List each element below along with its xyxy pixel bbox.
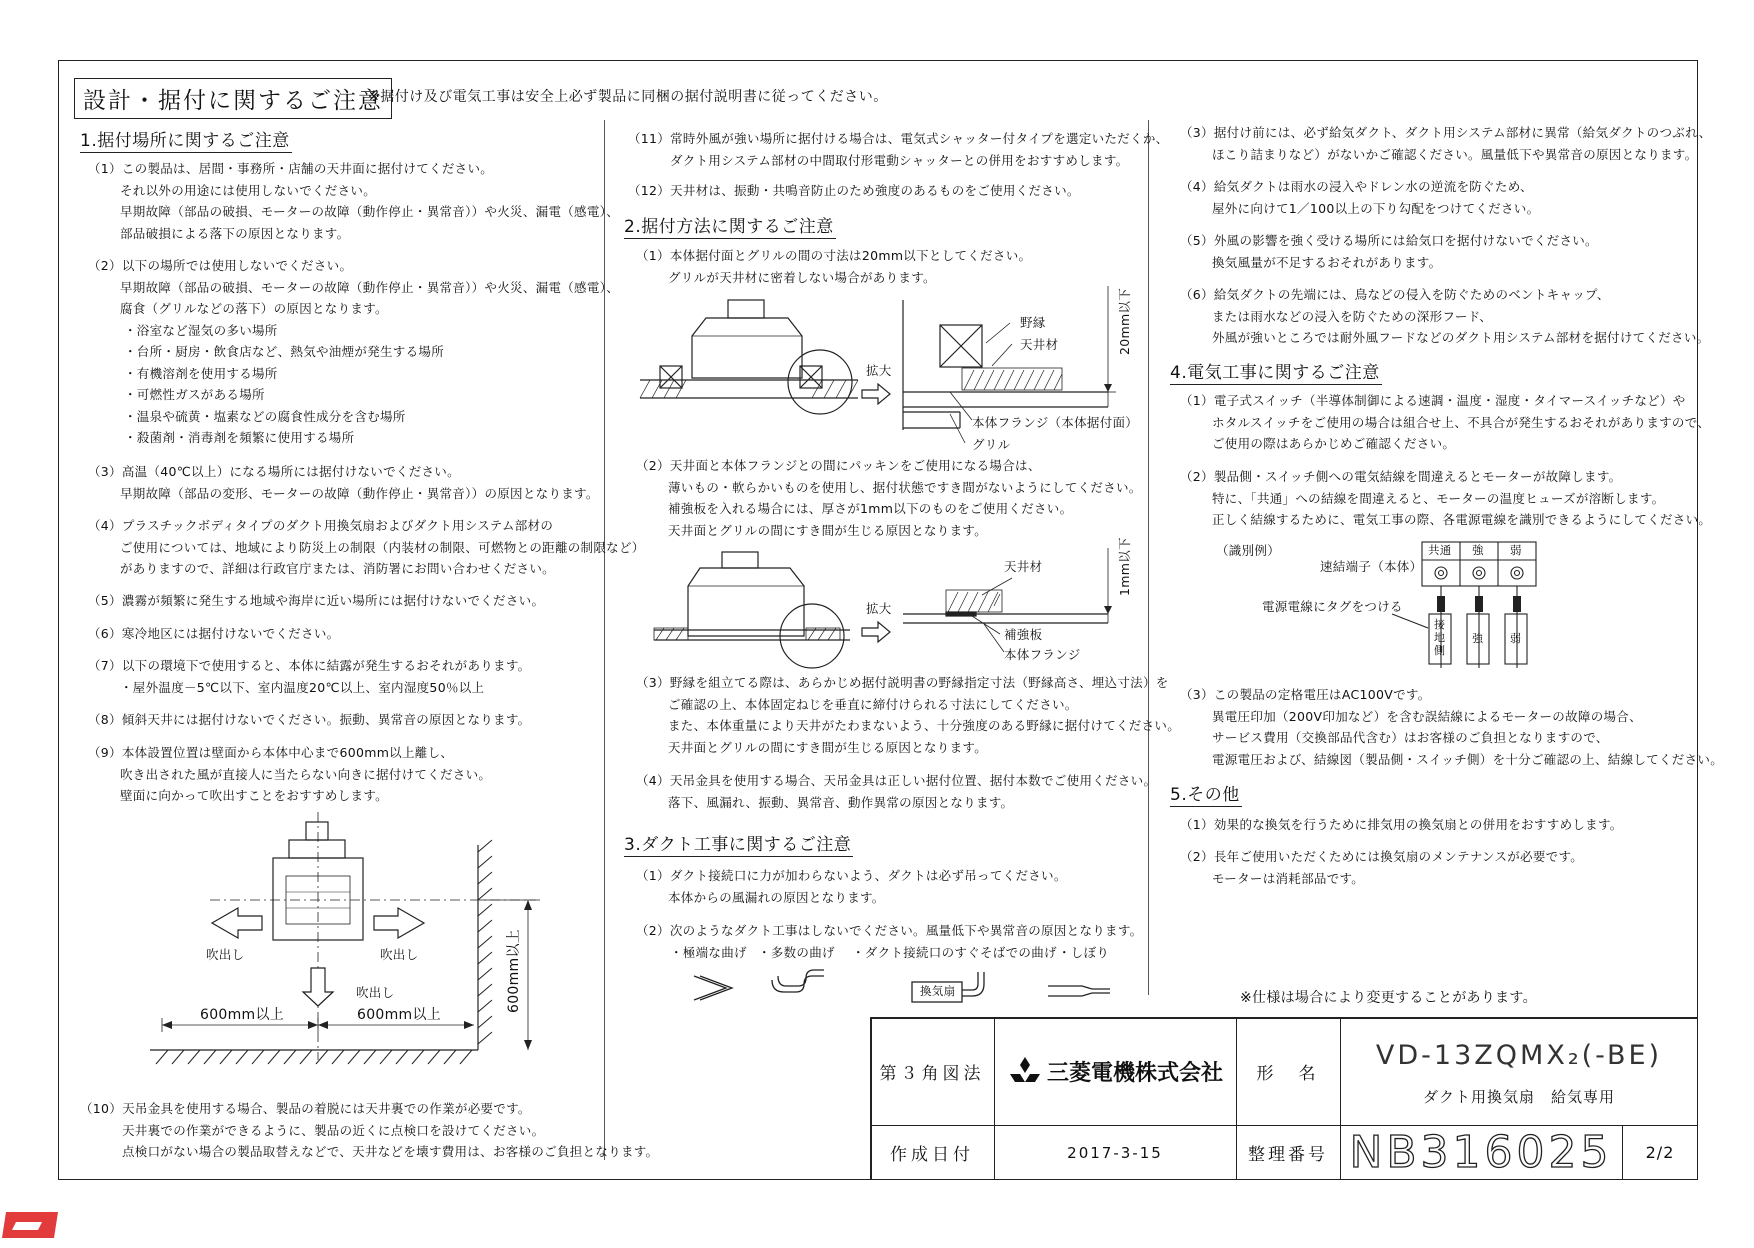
company-name: 三菱電機株式会社 [1046,1060,1223,1086]
enlarge-label: 拡大 [866,363,892,378]
nobuchi-label: 野縁 [1020,315,1046,330]
item-5-1: （1）効果的な換気を行うために排気用の換気扇との併用をおすすめします。 [1180,817,1623,832]
item-2-3: （3）野縁を組立てる際は、あらかじめ据付説明書の野縁指定寸法（野縁高さ、埋込寸法）を ご確認の上、本体固定ねじを垂直に締付けられる寸法にしてください。 また、本体重量により天井がたわまないよう、十分強度のある野縁に据付けてください。 天井面とグリルの間にすき間が生じる原因となります。 [636,675,1181,755]
document-number: NB316025 [1349,1127,1613,1178]
ceiling-label: 天井材 [1004,559,1043,574]
item-1-11: （11）常時外風が強い場所に据付ける場合は、電気式シャッター付タイプを選定いただくか、 ダクト用システム部材の中間取付形電動シャッターとの併用をおすすめします。 [628,131,1169,168]
item-1-6: （6）寒冷地区には据付けないでください。 [88,626,340,641]
terminal-common: 共通 [1428,543,1452,557]
page-title: 設計・据付に関するご注意 [74,78,392,119]
item-2-2: （2）天井面と本体フランジとの間にパッキンをご使用になる場合は、 薄いもの・軟らかいものを使用し、据付状態ですき間がないようにしてください。 補強板を入れる場合には、厚さが1mm以下のものをご使用ください。 天井面とグリルの間にすき間が生じる原因となります。 [636,458,1142,538]
wire-tag-weak: 弱 [1510,632,1522,645]
tag-label: 電源電線にタグをつける [1262,599,1403,614]
item-4-1: （1）電子式スイッチ（半導体制御による速調・温度・湿度・タイマースイッチなど）や ホタルスイッチをご使用の場合は組合せ上、不具合が発生するおそれがありますので、 ご使用の際はあらかじめご確認ください。 [1180,393,1711,451]
dimension-label: 20mm以下 [1117,287,1132,355]
duct-example-label: ・しぼり [1058,945,1110,960]
company-cell [994,1017,1236,1125]
item-1-5: （5）濃霧が頻繁に発生する地域や海岸に近い場所には据付けないでください。 [88,593,545,608]
mitsubishi-logo-icon [1007,1055,1043,1087]
item-3-4: （4）給気ダクトは雨水の浸入やドレン水の逆流を防ぐため、 屋外に向けて1／100以上の下り勾配をつけてください。 [1180,179,1540,216]
flange-label: 本体フランジ [1004,647,1081,662]
wiring-example-label: （識別例） [1216,543,1281,558]
spec-change-note: ※仕様は場合により変更することがあります。 [1240,990,1537,1006]
flange-label: 本体フランジ（本体据付面） [972,415,1139,430]
dimension-label: 600mm以上 [506,928,522,1013]
item-1-4: （4）プラスチックボディタイプのダクト用換気扇およびダクト用システム部材の ご使用については、地域により防災上の制限（内装材の制限、可燃物との距離の制限など） がありますので、詳細は行政官庁または、消防署にお問い合わせください。 [88,518,645,576]
terminal-weak: 弱 [1510,543,1522,557]
grille-label: グリル [972,437,1011,452]
section-3-title: 3.ダクト工事に関するご注意 [624,830,853,857]
item-3-5: （5）外風の影響を強く受ける場所には給気口を据付けないでください。 換気風量が不足するおそれがあります。 [1180,233,1598,270]
projection-method: 第３角図法 [879,1063,985,1084]
date-label: 作成日付 [890,1145,974,1165]
duct-example-label: ・ダクト接続口のすぐそばでの曲げ [852,945,1057,960]
number-label: 整理番号 [1248,1145,1328,1165]
fan-unit-label: 換気扇 [920,984,956,998]
model-number: VD-13ZQMX₂(-BE) [1375,1039,1663,1071]
item-4-3: （3）この製品の定格電圧はAC100Vです。 異電圧印加（200V印加など）を含む誤結線によるモーターの故障の場合、 サービス費用（交換部品代含む）はお客様のご負担となりますので、 電源電圧および、結線図（製品側・スイッチ側）を十分ご確認の上、結線してください。 [1180,687,1724,767]
item-3-3: （3）据付け前には、必ず給気ダクト、ダクト用システム部材に異常（給気ダクトのつぶれ、 ほこり詰まりなど）がないかご確認ください。風量低下や異常音の原因となります。 [1180,125,1712,162]
item-1-10: （10）天吊金具を使用する場合、製品の着脱には天井裏での作業が必要です。 天井裏での作業ができるように、製品の近くに点検口を設けてください。 点検口がない場合の製品取替えなどで、天井などを壊す費用は、お客様のご負担となります。 [80,1101,659,1159]
section-2-title: 2.据付方法に関するご注意 [624,212,836,239]
item-1-3: （3）高温（40℃以上）になる場所には据付けないでください。 早期故障（部品の変形、モーターの故障（動作停止・異常音））の原因となります。 [88,464,599,501]
item-1-2: （2）以下の場所では使用しないでください。 早期故障（部品の破損、モーターの故障（動作停止・異常音））や火災、漏電（感電）、 腐食（グリルなどの落下）の原因となります。 ・浴室など湿気の多い場所 ・台所・厨房・飲食店など、熱気や油煙が発生する場所 ・有機溶剤を使用する場所 ・可燃性ガスがある場所 ・温泉や硫黄・塩素などの腐食性成分を含む場所 ・殺菌剤・消毒剤を頻繁に使用する場所 [88,258,620,445]
item-5-2: （2）長年ご使用いただくためには換気扇のメンテナンスが必要です。 モーターは消耗部品です。 [1180,849,1584,886]
dimension-label: 1mm以下 [1117,537,1132,596]
dimension-label: 600mm以上 [200,1007,285,1023]
item-1-7: （7）以下の環境下で使用すると、本体に結露が発生するおそれがあります。 ・屋外温度－5℃以下、室内温度20℃以上、室内湿度50％以上 [88,658,531,695]
corner-mark-icon [2,1208,62,1248]
enlarge-label: 拡大 [866,601,892,616]
ceiling-label: 天井材 [1020,337,1059,352]
item-2-4: （4）天吊金具を使用する場合、天吊金具は正しい据付位置、据付本数でご使用ください。 落下、風漏れ、振動、異常音、動作異常の原因となります。 [636,773,1157,810]
page-number: 2/2 [1645,1143,1675,1162]
item-3-6: （6）給気ダクトの先端には、鳥などの侵入を防ぐためのベントキャップ、 または雨水などの浸入を防ぐための深形フード、 外風が強いところでは耐外風フードなどのダクト用システム部材を据付けてください。 [1180,287,1710,345]
item-3-1: （1）ダクト接続口に力が加わらないよう、ダクトは必ず吊ってください。 本体からの風漏れの原因となります。 [636,868,1067,905]
section-5-title: 5.その他 [1170,780,1242,807]
duct-example-label: ・極端な曲げ [670,945,747,960]
section-1-title: 1.据付場所に関するご注意 [80,126,292,153]
item-2-1: （1）本体据付面とグリルの間の寸法は20mm以下としてください。 グリルが天井材に密着しない場合があります。 [636,248,1032,285]
product-subtitle: ダクト用換気扇 給気専用 [1422,1087,1615,1106]
dimension-label: 600mm以上 [357,1007,442,1023]
blow-label: 吹出し [206,947,245,962]
wire-tag-ground: 接地側 [1434,618,1446,657]
terminal-label: 速結端子（本体） [1320,559,1423,574]
date-value: 2017-3-15 [1067,1143,1163,1162]
blow-label: 吹出し [380,947,419,962]
item-1-9: （9）本体設置位置は壁面から本体中心まで600mm以上離し、 吹き出された風が直接人に当たらない向きに据付けてください。 壁面に向かって吹出すことをおすすめします。 [88,745,492,803]
item-1-8: （8）傾斜天井には据付けないでください。振動、異常音の原因となります。 [88,712,531,727]
item-1-1: （1）この製品は、居間・事務所・店舗の天井面に据付けてください。 それ以外の用途には使用しないでください。 早期故障（部品の破損、モーターの故障（動作停止・異常音））や火災、漏電（感電）、 部品破損による落下の原因となります。 [88,161,620,241]
wire-tag-strong: 強 [1472,632,1484,645]
item-1-12: （12）天井材は、振動・共鳴音防止のため強度のあるものをご使用ください。 [628,183,1080,198]
reinforcement-label: 補強板 [1004,627,1043,642]
terminal-strong: 強 [1472,543,1484,557]
item-4-2: （2）製品側・スイッチ側への電気結線を間違えるとモーターが故障します。 特に、「共通」への結線を間違えると、モーターの温度ヒューズが溶断します。 正しく結線するために、電気工事の際、各電源電線を識別できるようにしてください。 [1180,469,1712,527]
model-label: 形 名 [1256,1063,1320,1084]
blow-label: 吹出し [356,985,395,1000]
section-4-title: 4.電気工事に関するご注意 [1170,358,1382,385]
item-3-2: （2）次のようなダクト工事はしないでください。風量低下や異常音の原因となります。 [636,923,1143,938]
safety-note: ※据付け及び電気工事は安全上必ず製品に同梱の据付説明書に従ってください。 [368,89,888,105]
duct-example-label: ・多数の曲げ [758,945,835,960]
title-block [870,1017,1698,1180]
